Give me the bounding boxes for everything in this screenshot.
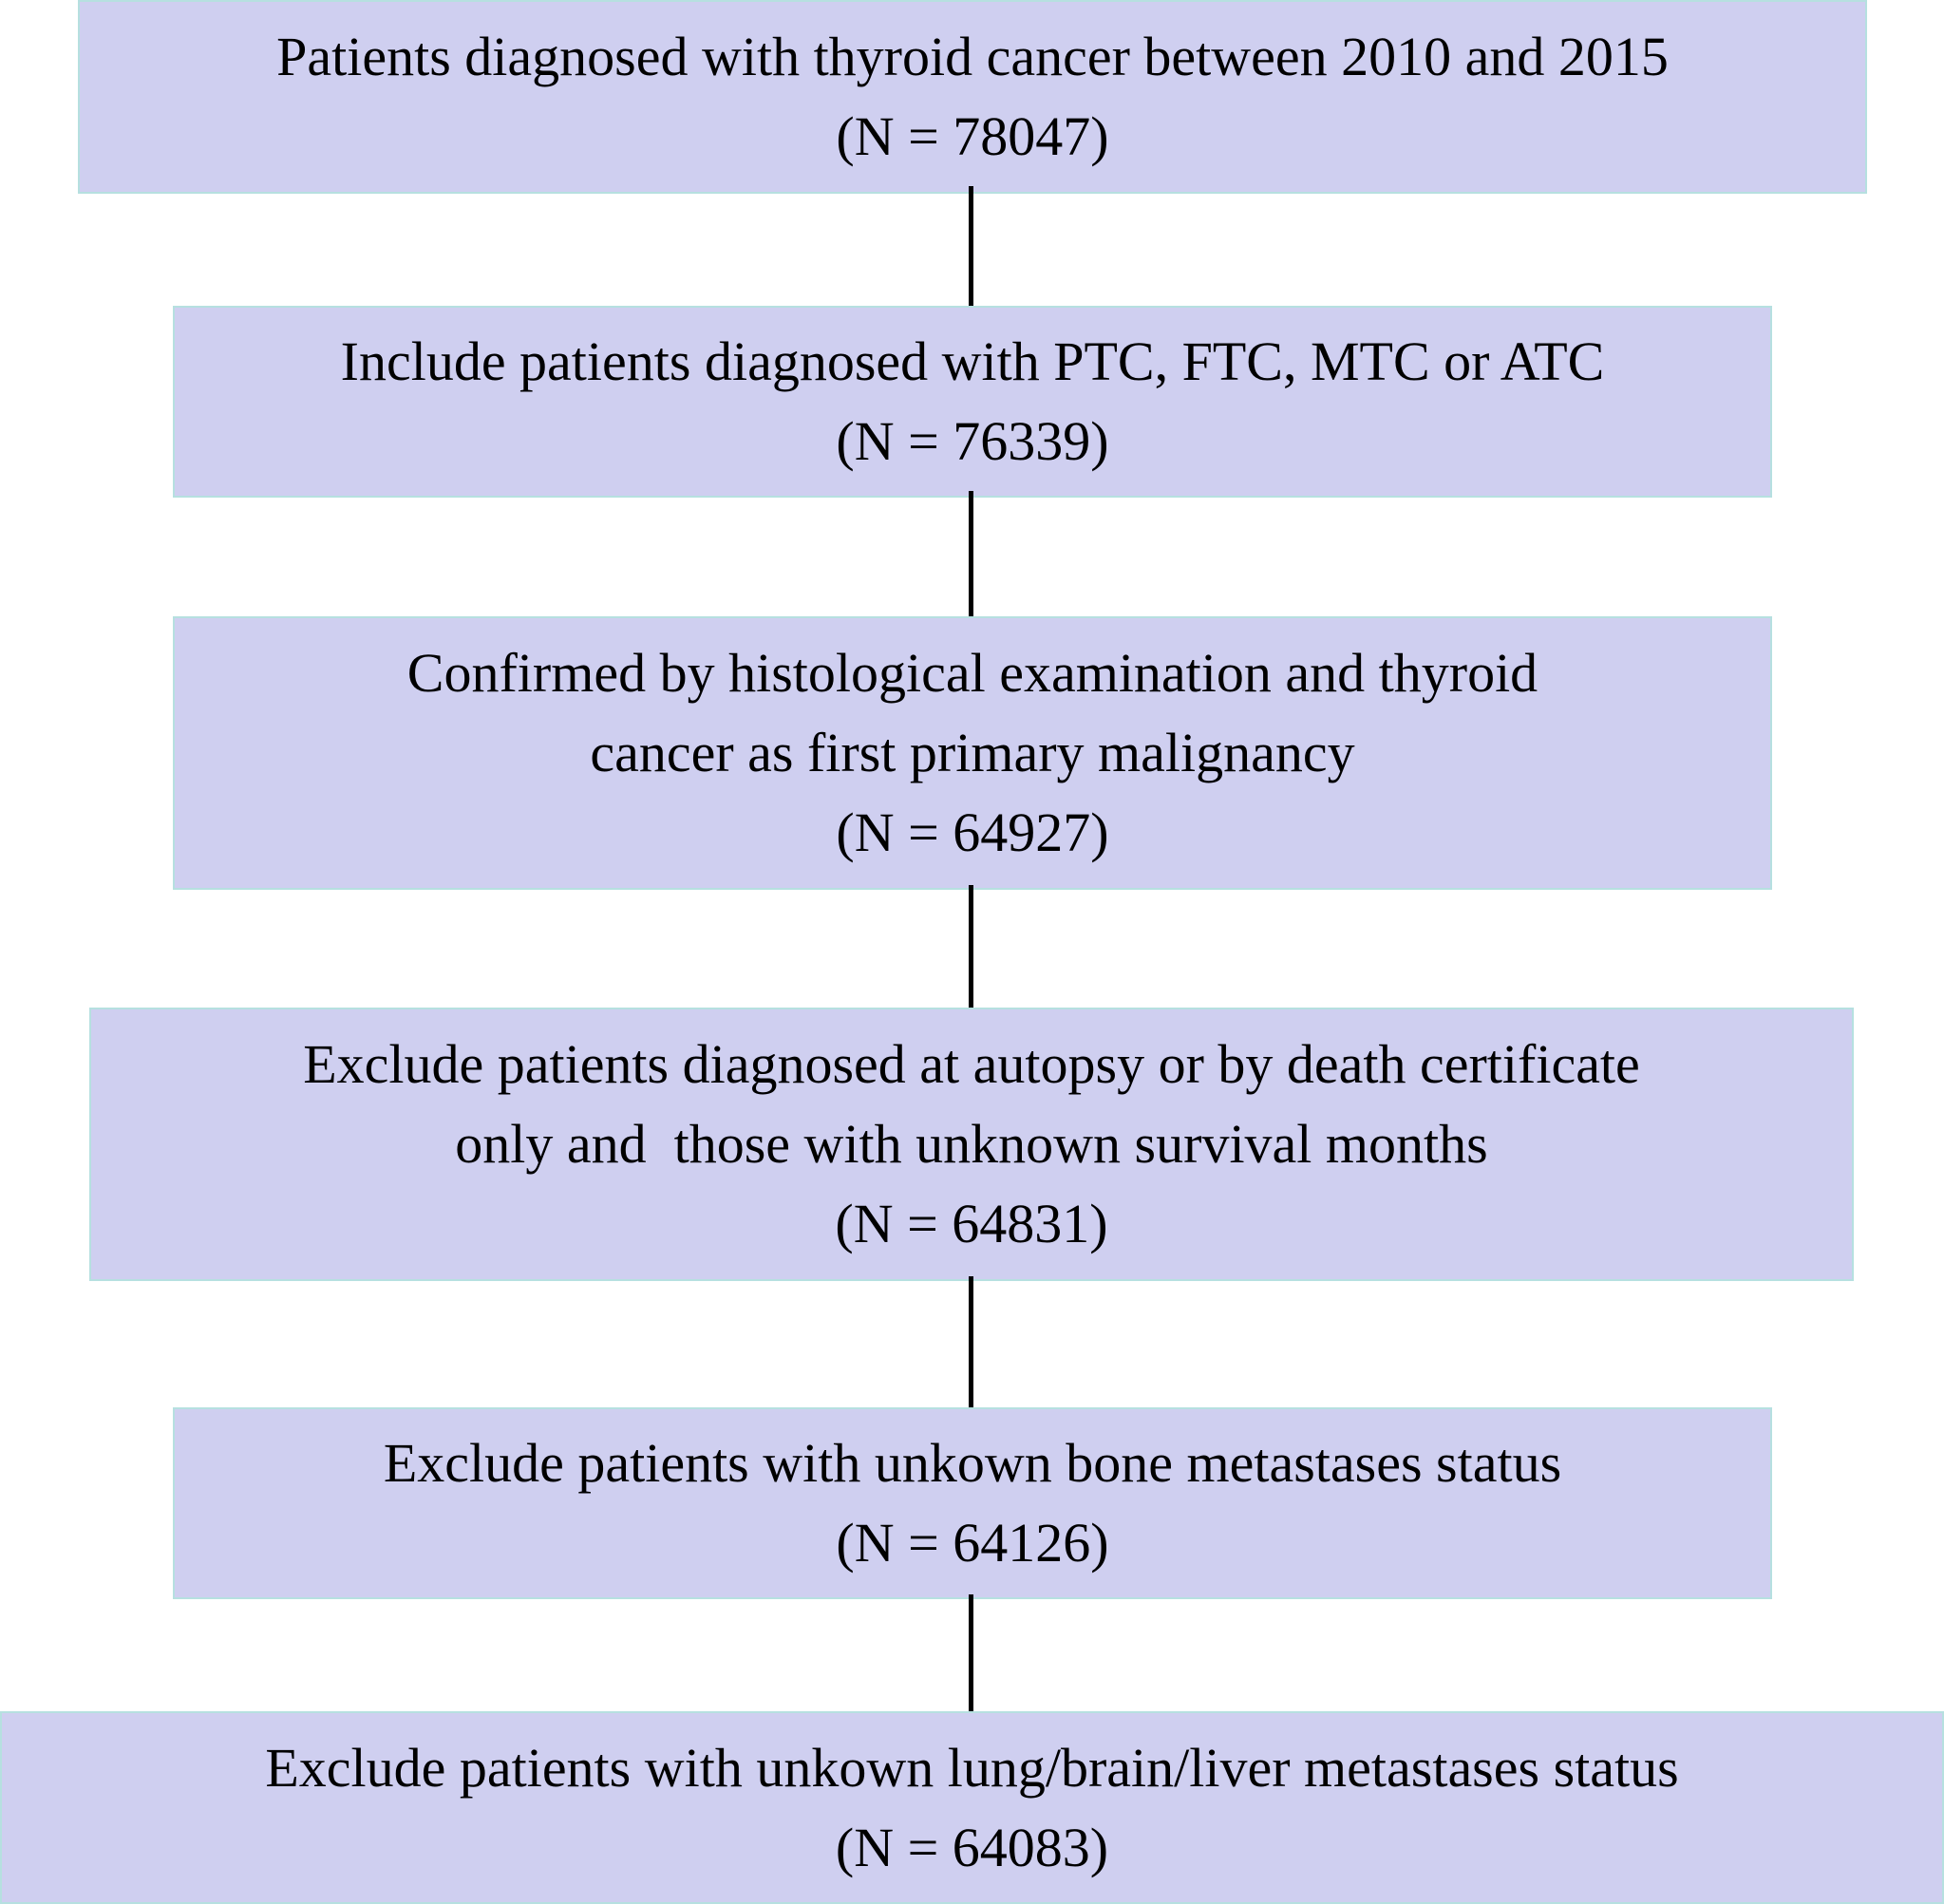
flow-connector [969,885,973,1012]
flow-step-count: (N = 64927) [836,801,1109,863]
flow-step-2 [173,306,1772,498]
flow-step-1 [78,0,1867,194]
flow-step-3 [173,616,1772,890]
flow-step-4 [89,1008,1854,1281]
flow-step-text: Exclude patients with unkown bone metastases status [383,1432,1562,1494]
flow-step-text: cancer as first primary malignancy [590,722,1355,783]
flow-step-text: Confirmed by histological examination and thyroid [406,642,1538,704]
flow-connector [969,491,973,620]
flow-step-5 [173,1407,1772,1599]
flow-connector [969,186,973,313]
flow-step-text: Patients diagnosed with thyroid cancer between 2010 and 2015 [276,26,1669,87]
flow-step-text: only and those with unknown survival months [455,1113,1488,1175]
flow-step-6 [0,1711,1944,1904]
flow-step-text: Exclude patients diagnosed at autopsy or by death certificate [303,1033,1640,1095]
flow-step-count: (N = 64083) [835,1816,1109,1878]
flow-connector [969,1594,973,1715]
flow-step-text: Include patients diagnosed with PTC, FTC, MTC or ATC [340,330,1605,392]
flow-step-count: (N = 64126) [836,1512,1109,1574]
flow-connector [969,1276,973,1411]
flow-step-count: (N = 76339) [836,410,1109,472]
flow-step-count: (N = 78047) [836,105,1109,167]
flow-step-text: Exclude patients with unkown lung/brain/liver metastases status [265,1736,1679,1799]
flow-step-count: (N = 64831) [835,1193,1108,1254]
